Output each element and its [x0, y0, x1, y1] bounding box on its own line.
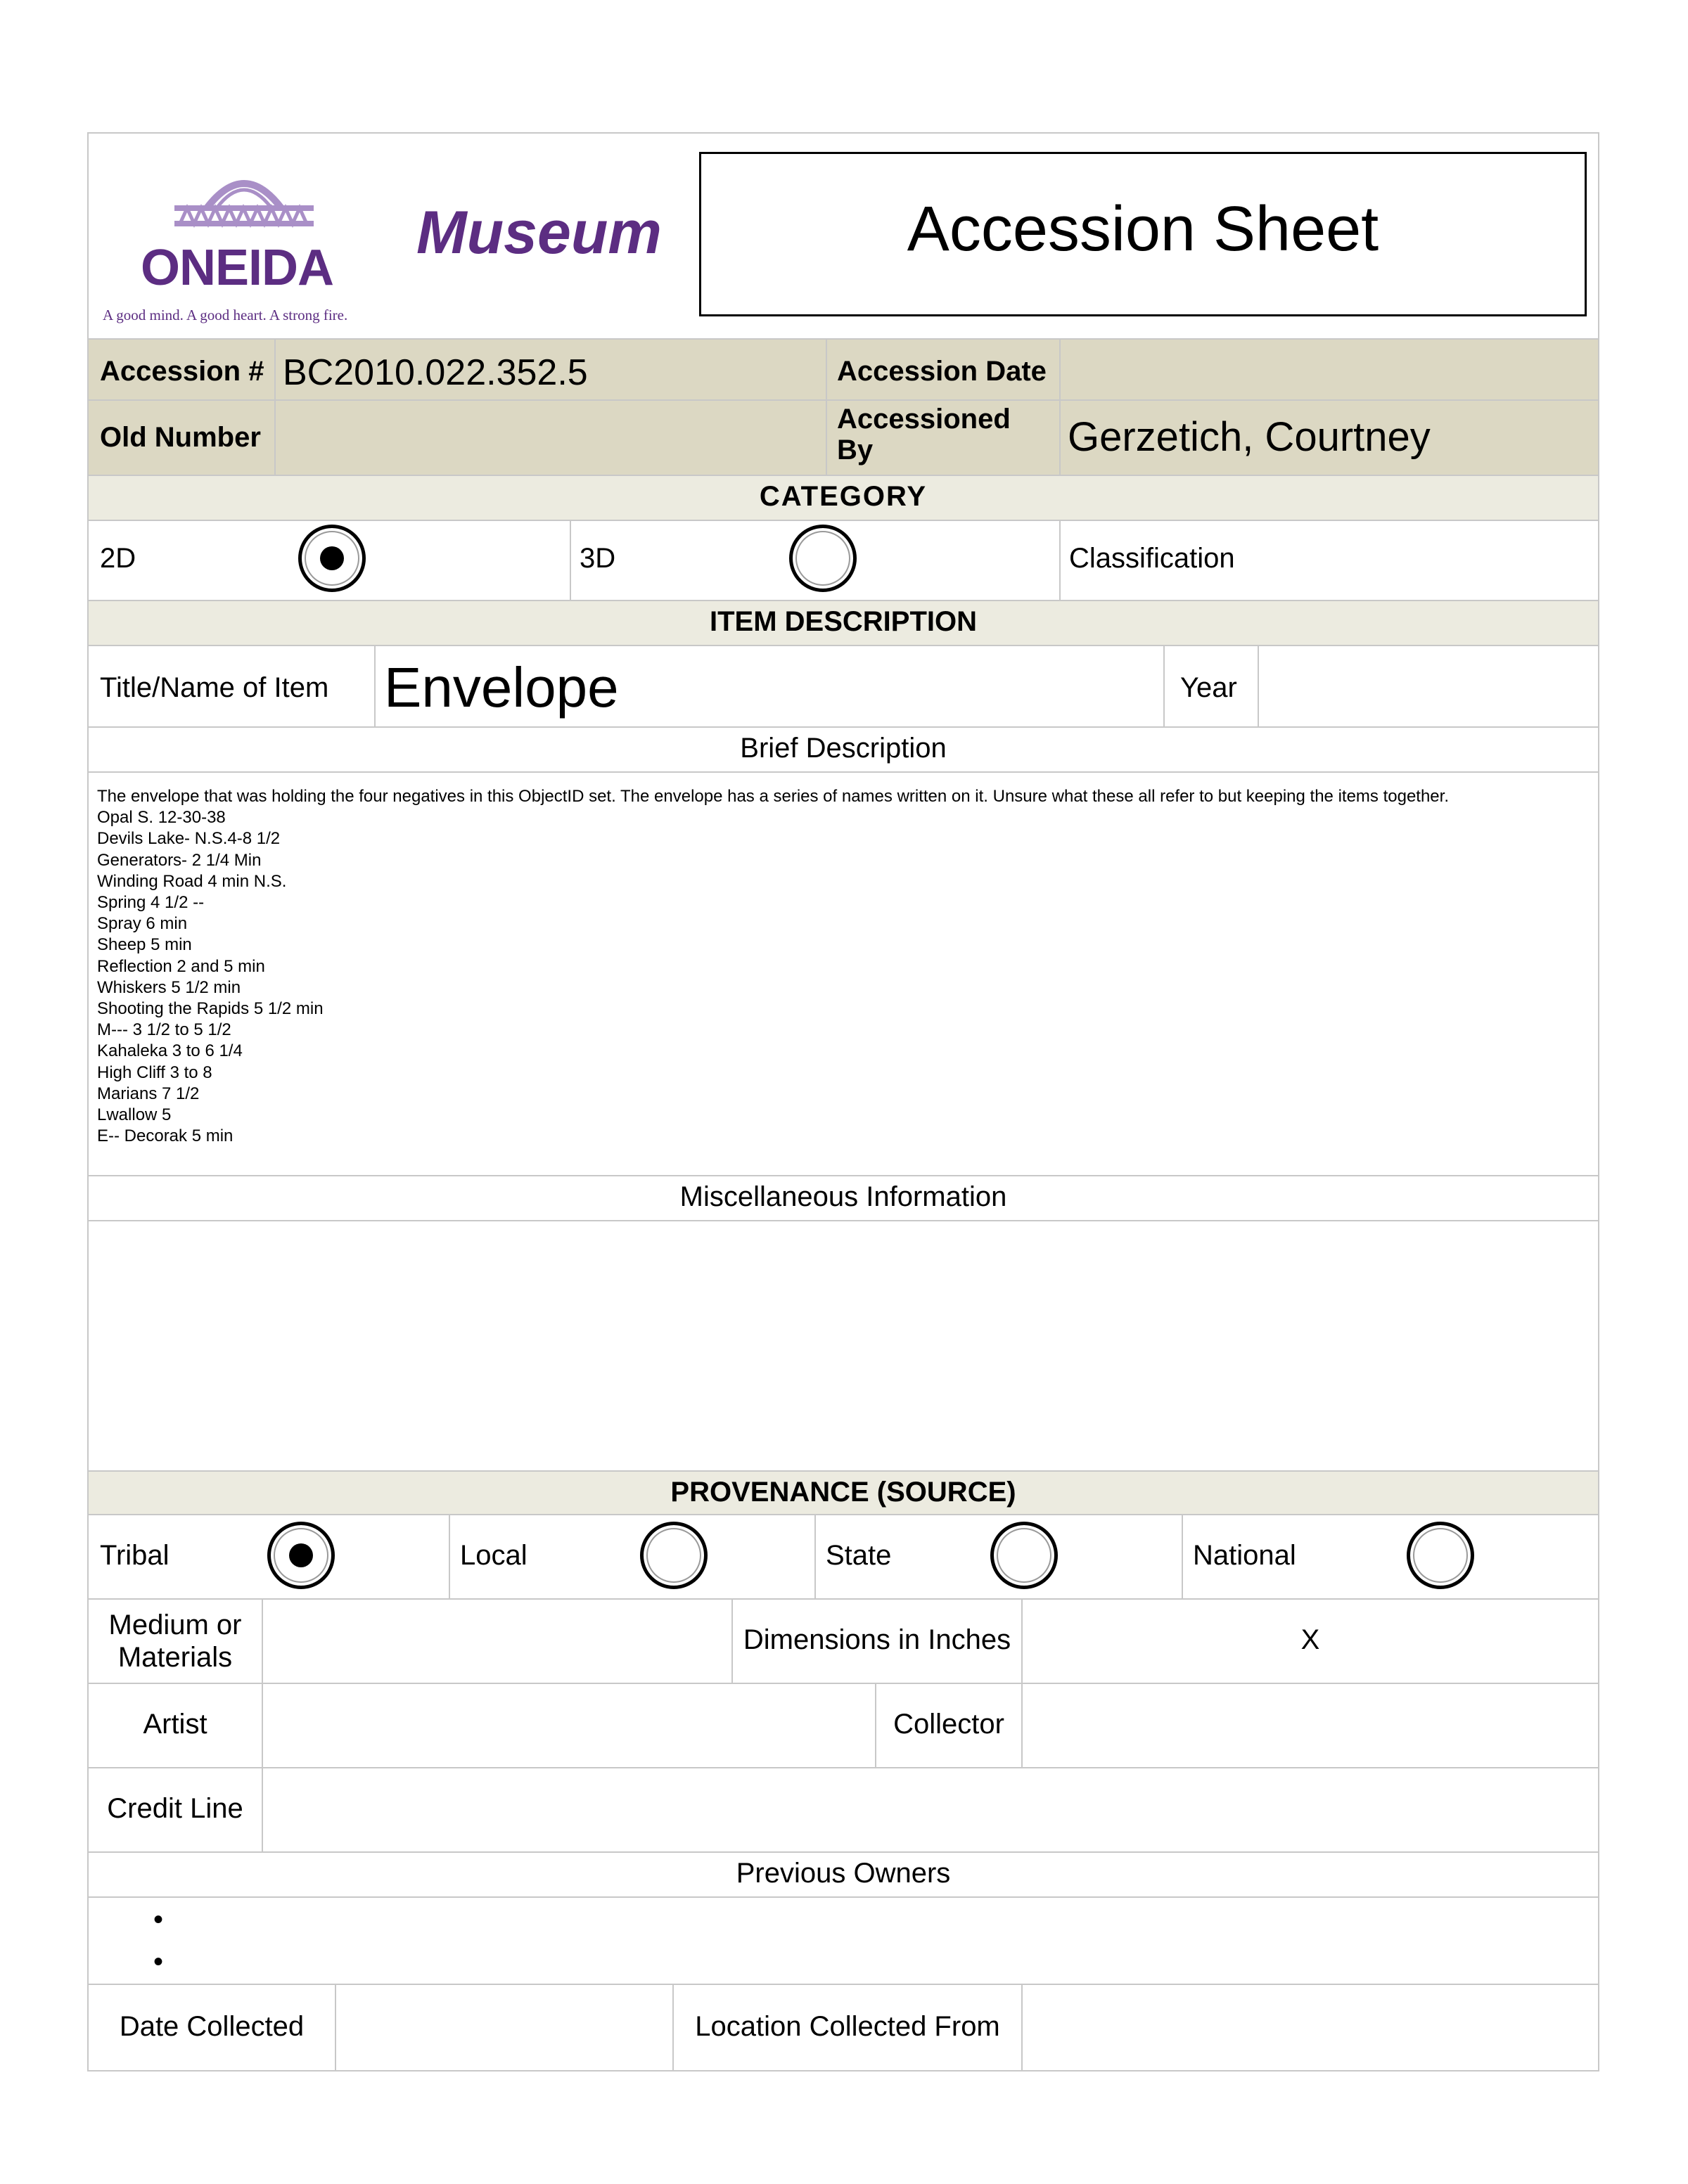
description-line: Whiskers 5 1/2 min [97, 977, 241, 997]
description-line: Marians 7 1/2 [97, 1084, 200, 1103]
accessioned-by-label-line-2: By [837, 435, 874, 465]
description-line: High Cliff 3 to 8 [97, 1062, 212, 1082]
description-line: Kahaleka 3 to 6 1/4 [97, 1041, 243, 1061]
state-label: State [826, 1540, 892, 1571]
accession-date-label: Accession Date [837, 356, 1047, 387]
option-2d-label: 2D [100, 543, 136, 574]
description-line: Lwallow 5 [97, 1105, 172, 1124]
accessioned-by-label-line-1: Accessioned [837, 404, 1011, 435]
dimensions-label: Dimensions in Inches [743, 1624, 1011, 1655]
item-description-heading: ITEM DESCRIPTION [709, 606, 978, 637]
classification-field[interactable] [1284, 543, 1587, 578]
tribal-radio[interactable] [267, 1522, 335, 1589]
previous-owners-label: Previous Owners [736, 1858, 951, 1889]
medium-label-line-1: Medium or [108, 1610, 242, 1640]
national-label: National [1193, 1540, 1296, 1571]
description-line: Reflection 2 and 5 min [97, 956, 265, 976]
provenance-heading: PROVENANCE (SOURCE) [670, 1477, 1016, 1508]
description-line: E-- Decorak 5 min [97, 1126, 234, 1146]
description-line: Shooting the Rapids 5 1/2 min [97, 999, 324, 1018]
bullet-icon: • [153, 1946, 164, 1977]
description-line: The envelope that was holding the four negatives in this ObjectID set. The envelope has a series of names written on it. Unsure what these all refer to but keeping the items together. [97, 787, 1449, 806]
medium-materials-label [89, 1609, 262, 1674]
option-3d-label: 3D [580, 543, 616, 574]
tribal-label: Tribal [100, 1540, 170, 1571]
artist-label: Artist [143, 1709, 207, 1740]
radio-selected-dot-icon [289, 1543, 313, 1567]
dimensions-field[interactable]: X [1300, 1624, 1320, 1655]
description-line: Generators- 2 1/4 Min [97, 850, 262, 870]
accessioned-by-label [837, 404, 1011, 465]
year-label: Year [1180, 672, 1237, 703]
year-field[interactable] [1270, 668, 1587, 707]
misc-info-field[interactable] [97, 1231, 1591, 1463]
local-radio[interactable] [640, 1522, 708, 1589]
artist-field[interactable] [264, 1685, 874, 1766]
radio-selected-dot-icon [320, 546, 344, 570]
previous-owners-field[interactable] [97, 1899, 1591, 1983]
state-radio[interactable] [990, 1522, 1058, 1589]
accession-number-field[interactable]: BC2010.022.352.5 [283, 352, 588, 393]
title-name-field[interactable]: Envelope [384, 656, 619, 719]
misc-info-label: Miscellaneous Information [679, 1181, 1007, 1212]
accession-sheet [87, 132, 1599, 2071]
description-line: Winding Road 4 min N.S. [97, 871, 287, 891]
option-3d-radio[interactable] [789, 525, 857, 592]
credit-line-field[interactable] [264, 1769, 1597, 1851]
title-box [699, 152, 1587, 316]
collector-label: Collector [893, 1709, 1004, 1740]
local-label: Local [460, 1540, 528, 1571]
accession-number-label: Accession # [100, 356, 264, 387]
option-2d-radio[interactable] [298, 525, 366, 592]
description-line: Opal S. 12-30-38 [97, 808, 226, 828]
old-number-label: Old Number [100, 422, 261, 453]
date-collected-label: Date Collected [119, 2011, 305, 2042]
old-number-field[interactable] [283, 415, 817, 457]
accession-date-field[interactable] [1070, 352, 1591, 394]
logo-wordmark: ONEIDA [141, 240, 334, 296]
date-collected-field[interactable] [338, 1986, 671, 2069]
medium-label-line-2: Materials [117, 1642, 233, 1673]
location-collected-field[interactable] [1024, 1986, 1597, 2069]
museum-title: Museum [416, 199, 662, 266]
credit-line-label: Credit Line [107, 1793, 243, 1824]
description-line: Spray 6 min [97, 914, 188, 934]
location-collected-label: Location Collected From [695, 2011, 1000, 2042]
classification-label: Classification [1069, 543, 1235, 574]
bullet-icon: • [153, 1904, 164, 1935]
sheet-title: Accession Sheet [907, 194, 1379, 264]
description-line: M--- 3 1/2 to 5 1/2 [97, 1020, 231, 1040]
national-radio[interactable] [1407, 1522, 1474, 1589]
title-name-label: Title/Name of Item [100, 672, 329, 703]
description-line: Sheep 5 min [97, 935, 192, 955]
collector-field[interactable] [1024, 1685, 1597, 1766]
category-heading: CATEGORY [759, 481, 928, 512]
accessioned-by-field[interactable]: Gerzetich, Courtney [1068, 414, 1431, 460]
description-line: Spring 4 1/2 -- [97, 893, 205, 912]
logo-tagline: A good mind. A good heart. A strong fire. [103, 307, 348, 323]
brief-description-field[interactable] [97, 786, 1591, 1166]
brief-description-label: Brief Description [740, 733, 947, 764]
description-line: Devils Lake- N.S.4-8 1/2 [97, 829, 281, 849]
medium-materials-field[interactable] [264, 1600, 730, 1682]
